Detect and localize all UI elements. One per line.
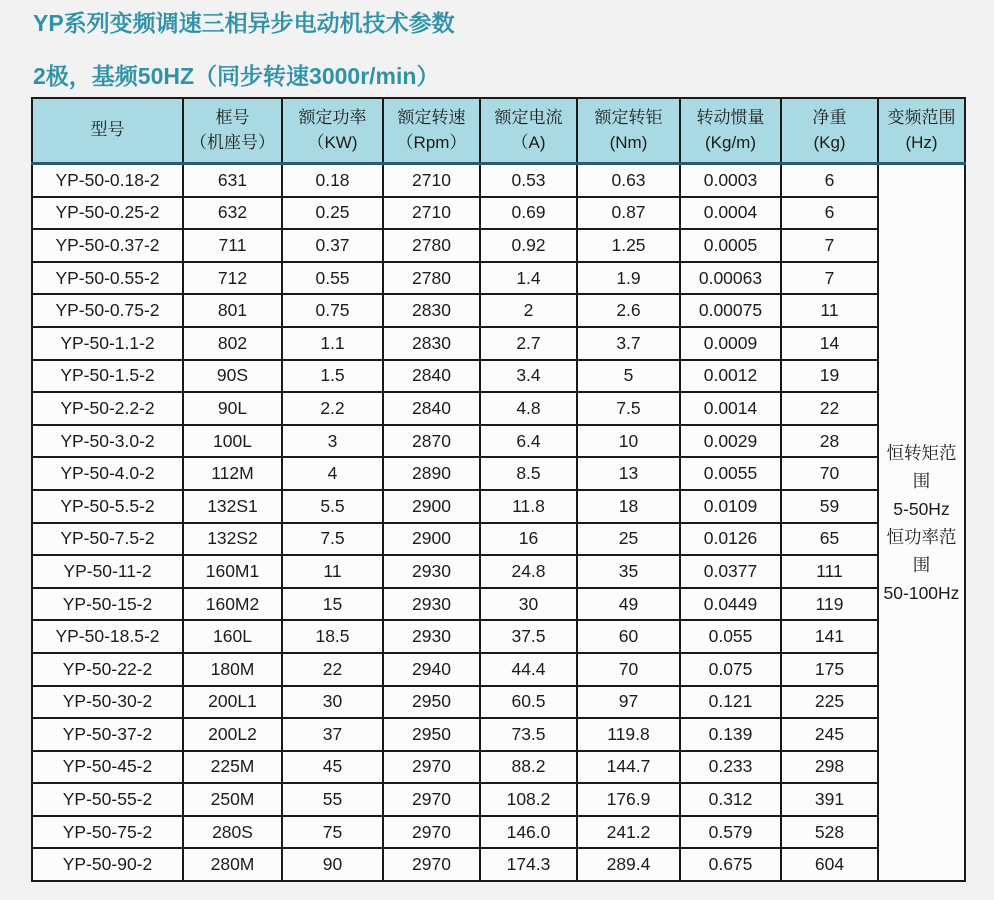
table-cell: 0.25 <box>282 197 383 230</box>
table-cell: 6 <box>781 164 878 197</box>
table-cell: 45 <box>282 751 383 784</box>
table-row <box>32 425 965 458</box>
table-cell: YP-50-0.37-2 <box>32 229 183 262</box>
table-cell: 22 <box>282 653 383 686</box>
table-cell: 2890 <box>383 457 480 490</box>
table-cell: YP-50-55-2 <box>32 783 183 816</box>
table-cell: 7 <box>781 262 878 295</box>
table-cell: 200L1 <box>183 686 282 719</box>
column-header-line2: (Hz) <box>905 132 938 152</box>
table-cell: 2970 <box>383 848 480 881</box>
column-header-line2: (Nm) <box>609 132 648 152</box>
table-cell: 44.4 <box>480 653 577 686</box>
column-header-line2: (Kg/m) <box>705 132 756 152</box>
table-cell: 160L <box>183 620 282 653</box>
table-cell: 18.5 <box>282 620 383 653</box>
table-cell: 0.92 <box>480 229 577 262</box>
frequency-range-cell <box>878 164 965 882</box>
table-cell: 10 <box>577 425 680 458</box>
table-cell: 7.5 <box>577 392 680 425</box>
table-cell: 0.00075 <box>680 294 781 327</box>
column-header-4 <box>480 98 577 164</box>
column-header-line2: （KW) <box>307 132 358 152</box>
column-header-line2: （A) <box>511 132 546 152</box>
table-cell: 0.139 <box>680 718 781 751</box>
table-cell: 180M <box>183 653 282 686</box>
table-cell: 15 <box>282 588 383 621</box>
table-cell: 97 <box>577 686 680 719</box>
column-header-line2: （机座号） <box>190 132 275 152</box>
table-cell: 55 <box>282 783 383 816</box>
table-cell: 0.37 <box>282 229 383 262</box>
table-row <box>32 457 965 490</box>
table-cell: YP-50-0.18-2 <box>32 164 183 197</box>
table-cell: 70 <box>577 653 680 686</box>
table-cell: 112M <box>183 457 282 490</box>
table-cell: 60 <box>577 620 680 653</box>
table-row <box>32 848 965 881</box>
column-header-5 <box>577 98 680 164</box>
table-cell: 2900 <box>383 523 480 556</box>
table-cell: 0.0005 <box>680 229 781 262</box>
column-header-3 <box>383 98 480 164</box>
table-cell: 2900 <box>383 490 480 523</box>
table-cell: 0.0055 <box>680 457 781 490</box>
table-cell: YP-50-3.0-2 <box>32 425 183 458</box>
column-header-line1: 额定转速 <box>397 107 466 127</box>
column-header-line1: 额定转钜 <box>594 107 663 127</box>
table-cell: 3.4 <box>480 360 577 393</box>
frequency-range-line: 恒功率范围 <box>886 526 957 575</box>
table-cell: 0.0109 <box>680 490 781 523</box>
table-cell: 5 <box>577 360 680 393</box>
table-cell: 2 <box>480 294 577 327</box>
table-cell: YP-50-22-2 <box>32 653 183 686</box>
table-cell: 2780 <box>383 229 480 262</box>
table-row <box>32 294 965 327</box>
table-cell: 2710 <box>383 197 480 230</box>
table-row <box>32 555 965 588</box>
table-cell: 70 <box>781 457 878 490</box>
table-cell: 2870 <box>383 425 480 458</box>
table-cell: 7.5 <box>282 523 383 556</box>
column-header-0 <box>32 98 183 164</box>
table-row <box>32 327 965 360</box>
table-cell: 175 <box>781 653 878 686</box>
table-cell: 631 <box>183 164 282 197</box>
table-cell: 90 <box>282 848 383 881</box>
table-cell: 8.5 <box>480 457 577 490</box>
table-cell: 1.25 <box>577 229 680 262</box>
table-cell: 25 <box>577 523 680 556</box>
table-cell: 22 <box>781 392 878 425</box>
table-cell: YP-50-45-2 <box>32 751 183 784</box>
column-header-line1: 额定功率 <box>298 107 367 127</box>
table-cell: 88.2 <box>480 751 577 784</box>
table-cell: 0.0014 <box>680 392 781 425</box>
column-header-line1: 型号 <box>90 120 125 140</box>
table-cell: 2.2 <box>282 392 383 425</box>
table-cell: 289.4 <box>577 848 680 881</box>
table-cell: 35 <box>577 555 680 588</box>
frequency-range-line: 恒转矩范围 <box>886 442 957 491</box>
table-cell: 11 <box>282 555 383 588</box>
table-cell: YP-50-11-2 <box>32 555 183 588</box>
table-cell: 132S1 <box>183 490 282 523</box>
table-cell: YP-50-2.2-2 <box>32 392 183 425</box>
motor-spec-table <box>31 97 966 882</box>
table-cell: 174.3 <box>480 848 577 881</box>
table-cell: 160M2 <box>183 588 282 621</box>
table-cell: 0.63 <box>577 164 680 197</box>
table-cell: YP-50-5.5-2 <box>32 490 183 523</box>
table-cell: 0.0377 <box>680 555 781 588</box>
table-cell: 90L <box>183 392 282 425</box>
table-cell: 298 <box>781 751 878 784</box>
table-cell: YP-50-7.5-2 <box>32 523 183 556</box>
table-cell: 632 <box>183 197 282 230</box>
table-cell: 119.8 <box>577 718 680 751</box>
table-row <box>32 816 965 849</box>
table-row <box>32 653 965 686</box>
table-row <box>32 686 965 719</box>
table-cell: 2930 <box>383 555 480 588</box>
column-header-line1: 额定电流 <box>494 107 563 127</box>
frequency-range-line: 5-50Hz <box>893 498 950 519</box>
page-title: YP系列变频调速三相异步电动机技术参数 <box>33 10 455 36</box>
table-cell: YP-50-1.1-2 <box>32 327 183 360</box>
table-cell: 144.7 <box>577 751 680 784</box>
table-cell: 0.75 <box>282 294 383 327</box>
table-cell: 6.4 <box>480 425 577 458</box>
table-cell: 200L2 <box>183 718 282 751</box>
column-header-8 <box>878 98 965 164</box>
table-cell: YP-50-30-2 <box>32 686 183 719</box>
table-row <box>32 523 965 556</box>
table-cell: 2840 <box>383 392 480 425</box>
table-cell: 3 <box>282 425 383 458</box>
column-header-line1: 变频范围 <box>887 107 956 127</box>
table-row <box>32 392 965 425</box>
table-cell: YP-50-4.0-2 <box>32 457 183 490</box>
table-cell: 4.8 <box>480 392 577 425</box>
table-cell: 1.5 <box>282 360 383 393</box>
table-cell: 0.0449 <box>680 588 781 621</box>
table-cell: 19 <box>781 360 878 393</box>
column-header-1 <box>183 98 282 164</box>
table-cell: 802 <box>183 327 282 360</box>
table-cell: YP-50-15-2 <box>32 588 183 621</box>
table-cell: 250M <box>183 783 282 816</box>
table-cell: 13 <box>577 457 680 490</box>
column-header-2 <box>282 98 383 164</box>
table-cell: 2950 <box>383 718 480 751</box>
table-cell: 4 <box>282 457 383 490</box>
table-cell: 2970 <box>383 816 480 849</box>
table-cell: 0.0009 <box>680 327 781 360</box>
table-row <box>32 360 965 393</box>
table-cell: 280S <box>183 816 282 849</box>
table-header-row <box>32 98 965 164</box>
table-cell: 3.7 <box>577 327 680 360</box>
column-header-line2: (Kg) <box>813 132 846 152</box>
table-cell: 2830 <box>383 327 480 360</box>
table-cell: 132S2 <box>183 523 282 556</box>
table-cell: YP-50-75-2 <box>32 816 183 849</box>
table-cell: 241.2 <box>577 816 680 849</box>
table-cell: 119 <box>781 588 878 621</box>
table-row <box>32 490 965 523</box>
table-cell: 2970 <box>383 751 480 784</box>
table-cell: 28 <box>781 425 878 458</box>
table-row <box>32 588 965 621</box>
table-cell: 0.87 <box>577 197 680 230</box>
table-cell: 2940 <box>383 653 480 686</box>
table-cell: 0.579 <box>680 816 781 849</box>
table-cell: 0.675 <box>680 848 781 881</box>
table-cell: 11 <box>781 294 878 327</box>
table-cell: 0.0012 <box>680 360 781 393</box>
table-row <box>32 229 965 262</box>
table-cell: 0.00063 <box>680 262 781 295</box>
table-cell: 711 <box>183 229 282 262</box>
column-header-line1: 框号 <box>215 107 250 127</box>
column-header-line1: 转动惯量 <box>696 107 765 127</box>
table-cell: 24.8 <box>480 555 577 588</box>
table-cell: 37.5 <box>480 620 577 653</box>
table-cell: 225 <box>781 686 878 719</box>
table-cell: 73.5 <box>480 718 577 751</box>
table-cell: YP-50-0.55-2 <box>32 262 183 295</box>
table-cell: 59 <box>781 490 878 523</box>
table-cell: YP-50-0.75-2 <box>32 294 183 327</box>
table-cell: 30 <box>282 686 383 719</box>
table-cell: 111 <box>781 555 878 588</box>
table-cell: 160M1 <box>183 555 282 588</box>
column-header-line1: 净重 <box>812 107 847 127</box>
table-cell: 528 <box>781 816 878 849</box>
table-cell: 49 <box>577 588 680 621</box>
table-row <box>32 751 965 784</box>
table-cell: 0.55 <box>282 262 383 295</box>
table-cell: YP-50-1.5-2 <box>32 360 183 393</box>
table-cell: 2.6 <box>577 294 680 327</box>
table-row <box>32 783 965 816</box>
table-cell: 0.0004 <box>680 197 781 230</box>
table-cell: 2780 <box>383 262 480 295</box>
table-cell: 6 <box>781 197 878 230</box>
table-cell: 65 <box>781 523 878 556</box>
table-cell: YP-50-37-2 <box>32 718 183 751</box>
frequency-range-line: 50-100Hz <box>883 582 960 603</box>
table-cell: 37 <box>282 718 383 751</box>
table-cell: 0.055 <box>680 620 781 653</box>
table-cell: 2970 <box>383 783 480 816</box>
table-cell: YP-50-0.25-2 <box>32 197 183 230</box>
table-cell: 146.0 <box>480 816 577 849</box>
table-cell: 0.0029 <box>680 425 781 458</box>
page-subtitle: 2极，基频50HZ（同步转速3000r/min） <box>33 63 440 89</box>
table-cell: 0.0003 <box>680 164 781 197</box>
table-cell: 100L <box>183 425 282 458</box>
table-cell: 1.9 <box>577 262 680 295</box>
column-header-line2: （Rpm） <box>396 132 467 152</box>
table-cell: 2.7 <box>480 327 577 360</box>
table-cell: 108.2 <box>480 783 577 816</box>
table-cell: 2840 <box>383 360 480 393</box>
table-cell: 2930 <box>383 588 480 621</box>
table-row <box>32 197 965 230</box>
table-cell: 75 <box>282 816 383 849</box>
table-cell: 60.5 <box>480 686 577 719</box>
table-cell: YP-50-90-2 <box>32 848 183 881</box>
table-cell: 7 <box>781 229 878 262</box>
table-cell: 0.0126 <box>680 523 781 556</box>
table-cell: 90S <box>183 360 282 393</box>
table-cell: 11.8 <box>480 490 577 523</box>
table-cell: 0.075 <box>680 653 781 686</box>
table-row <box>32 718 965 751</box>
table-cell: 2950 <box>383 686 480 719</box>
table-cell: 391 <box>781 783 878 816</box>
table-cell: 0.312 <box>680 783 781 816</box>
table-cell: 2830 <box>383 294 480 327</box>
table-cell: 1.1 <box>282 327 383 360</box>
table-cell: 16 <box>480 523 577 556</box>
table-cell: 225M <box>183 751 282 784</box>
table-cell: 604 <box>781 848 878 881</box>
table-cell: 801 <box>183 294 282 327</box>
column-header-6 <box>680 98 781 164</box>
table-cell: 2710 <box>383 164 480 197</box>
table-row <box>32 262 965 295</box>
table-cell: 2930 <box>383 620 480 653</box>
column-header-7 <box>781 98 878 164</box>
table-cell: 280M <box>183 848 282 881</box>
table-cell: 141 <box>781 620 878 653</box>
table-cell: 0.233 <box>680 751 781 784</box>
table-cell: 1.4 <box>480 262 577 295</box>
table-cell: 712 <box>183 262 282 295</box>
table-cell: 0.69 <box>480 197 577 230</box>
table-cell: 0.53 <box>480 164 577 197</box>
table-cell: 18 <box>577 490 680 523</box>
table-cell: 14 <box>781 327 878 360</box>
table-cell: 0.121 <box>680 686 781 719</box>
table-cell: 245 <box>781 718 878 751</box>
table-cell: 30 <box>480 588 577 621</box>
table-cell: YP-50-18.5-2 <box>32 620 183 653</box>
table-row <box>32 620 965 653</box>
table-cell: 0.18 <box>282 164 383 197</box>
table-row <box>32 164 965 197</box>
table-cell: 176.9 <box>577 783 680 816</box>
table-cell: 5.5 <box>282 490 383 523</box>
